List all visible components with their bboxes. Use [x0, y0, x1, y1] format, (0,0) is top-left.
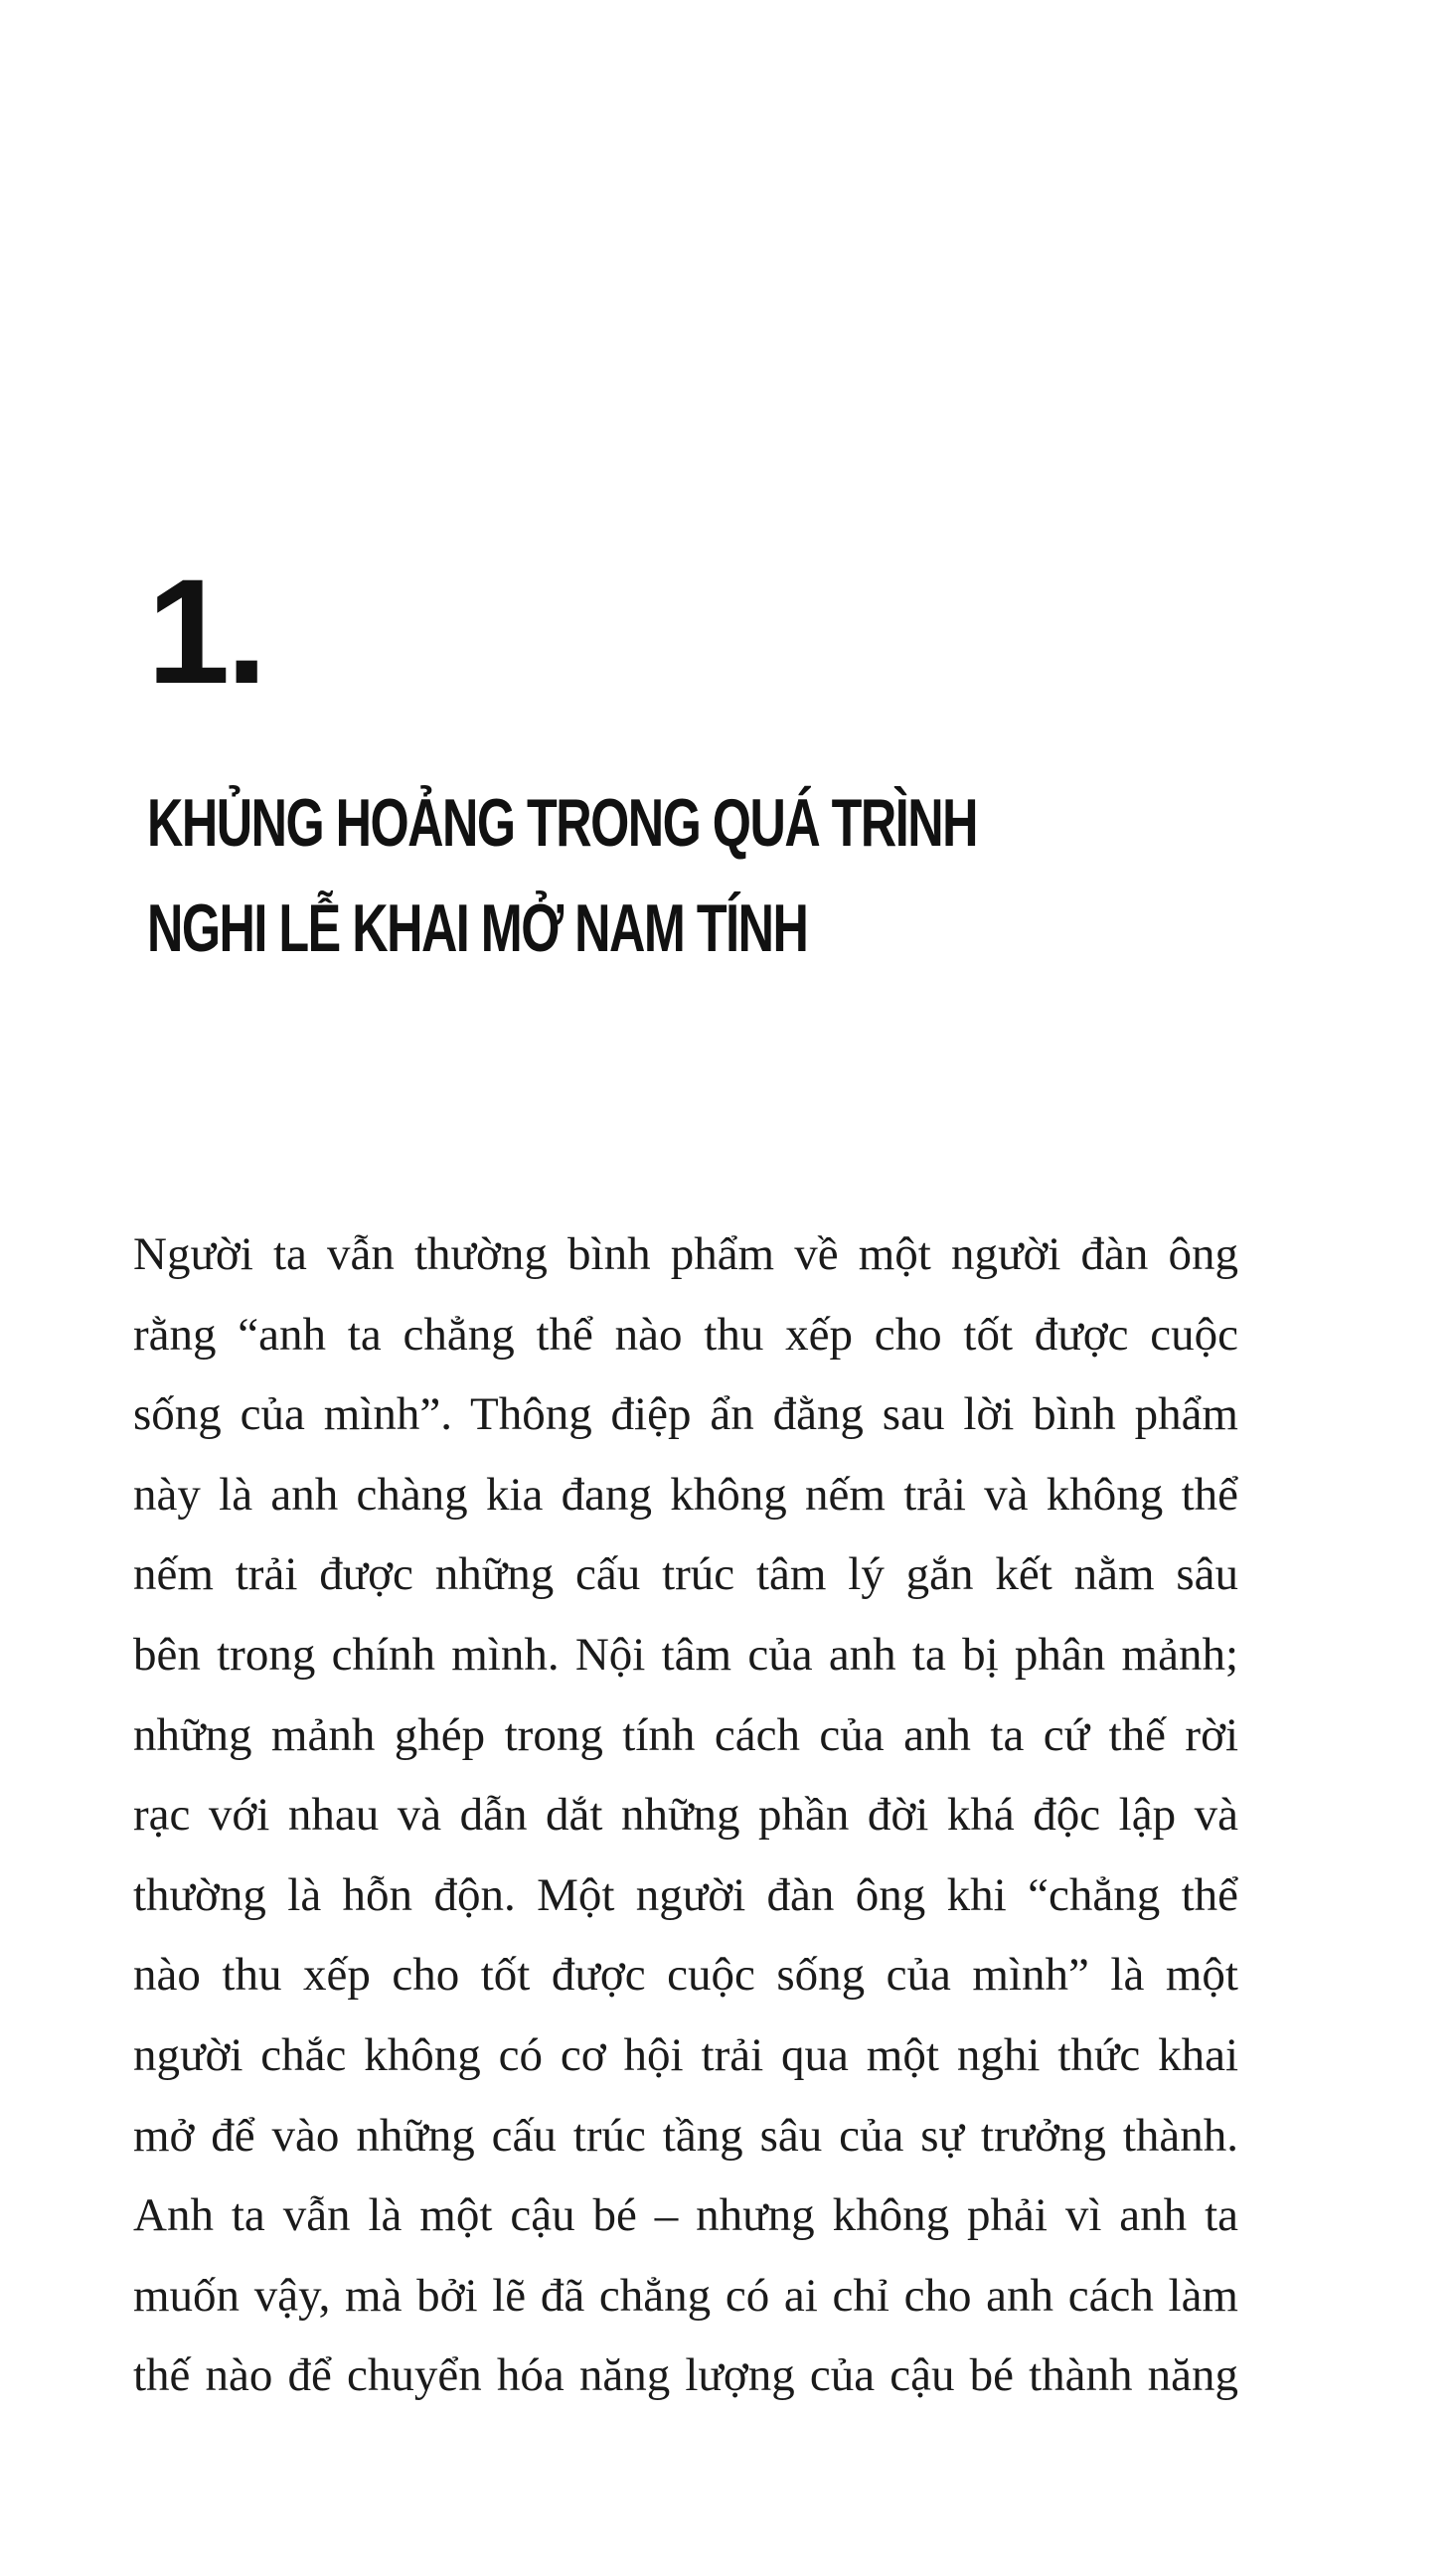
body-line: Người ta vẫn thường bình phẩm về một người đàn ông	[133, 1228, 1238, 1280]
body-line: thế nào để chuyển hóa năng lượng của cậu bé thành năng	[133, 2349, 1238, 2402]
body-line: Anh ta vẫn là một cậu bé – nhưng không phải vì anh ta	[133, 2189, 1238, 2242]
body-line: này là anh chàng kia đang không nếm trải và không thể	[133, 1468, 1238, 1521]
body-line: mở để vào những cấu trúc tầng sâu của sự trưởng thành.	[133, 2109, 1238, 2162]
body-line: người chắc không có cơ hội trải qua một nghi thức khai	[133, 2028, 1238, 2081]
body-line: những mảnh ghép trong tính cách của anh ta cứ thế rời	[133, 1708, 1238, 1761]
body-line: muốn vậy, mà bởi lẽ đã chẳng có ai chỉ cho anh cách làm	[133, 2269, 1238, 2322]
body-line: bên trong chính mình. Nội tâm của anh ta bị phân mảnh;	[133, 1628, 1238, 1681]
body-line: rằng “anh ta chẳng thể nào thu xếp cho tốt được cuộc	[133, 1308, 1238, 1361]
body-paragraph	[133, 1214, 1256, 2416]
chapter-number: 1.	[147, 548, 264, 715]
body-line: nếm trải được những cấu trúc tâm lý gắn kết nằm sâu	[133, 1548, 1238, 1601]
body-line: sống của mình”. Thông điệp ẩn đằng sau lời bình phẩm	[133, 1388, 1238, 1441]
body-line: thường là hỗn độn. Một người đàn ông khi “chẳng thể	[133, 1868, 1238, 1921]
body-line: rạc với nhau và dẫn dắt những phần đời khá độc lập và	[133, 1789, 1238, 1842]
chapter-title-line-2: NGHI LỄ KHAI MỞ NAM TÍNH	[147, 890, 808, 966]
body-line: nào thu xếp cho tốt được cuộc sống của mình” là một	[133, 1949, 1238, 2002]
chapter-title-line-1: KHỦNG HOẢNG TRONG QUÁ TRÌNH	[147, 785, 978, 861]
chapter-title	[147, 770, 1340, 981]
